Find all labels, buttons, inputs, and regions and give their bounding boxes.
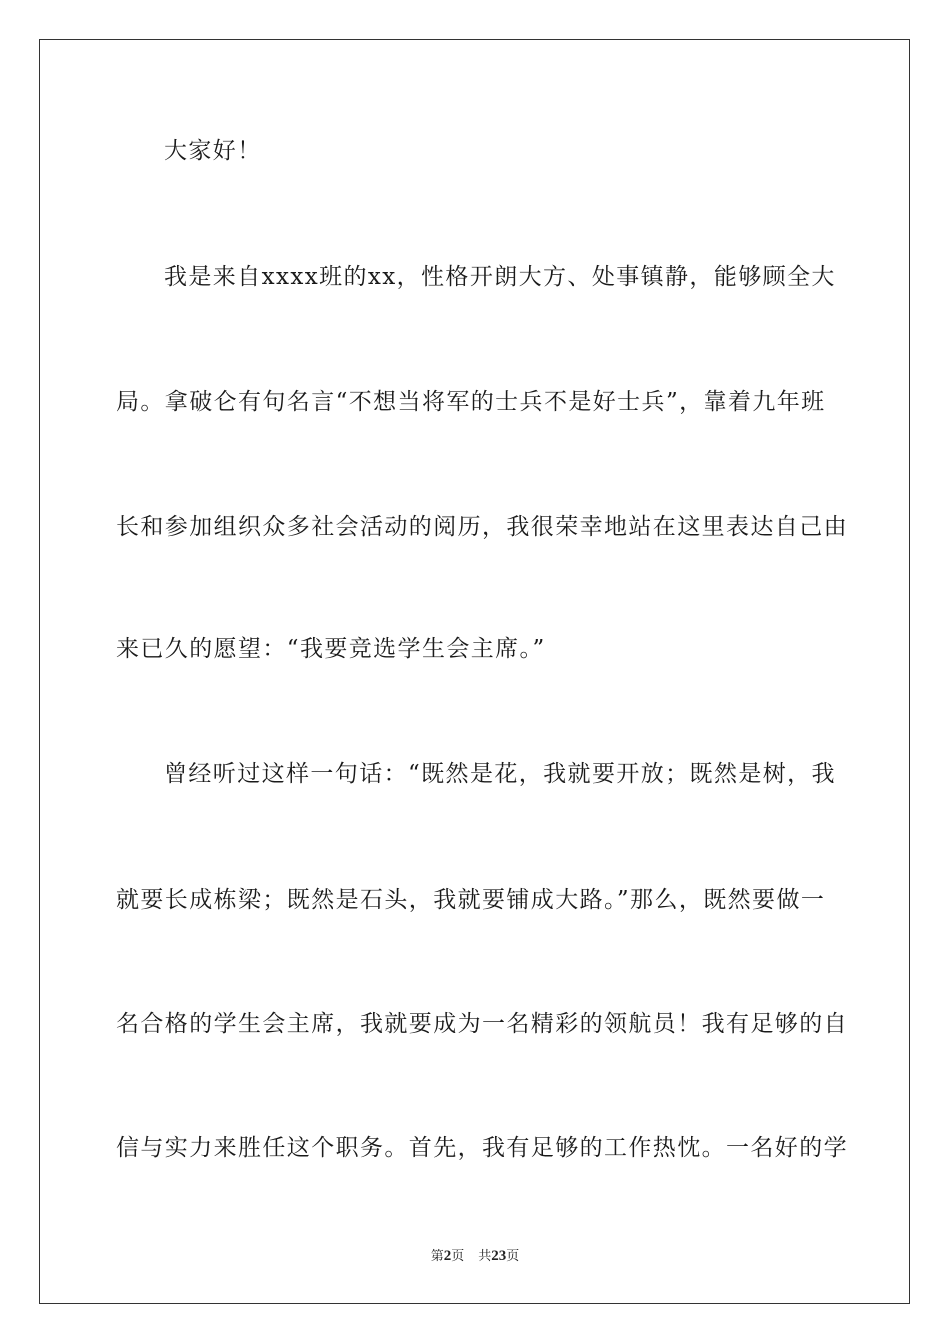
page-footer: [0, 1247, 950, 1266]
paragraph-1-line-4: 来已久的愿望：“我要竞选学生会主席。”: [116, 636, 546, 662]
paragraph-1-line-2: 局。拿破仑有句名言“不想当将军的士兵不是好士兵”，靠着九年班: [116, 389, 826, 415]
paragraph-2-line-3: 名合格的学生会主席，我就要成为一名精彩的领航员！我有足够的自: [116, 1011, 848, 1037]
page-number: 2: [443, 1248, 452, 1264]
total-suffix: 页: [506, 1249, 520, 1264]
paragraph-2-line-2: 就要长成栋梁；既然是石头，我就要铺成大路。”那么，既然要做一: [116, 887, 826, 913]
greeting-line: 大家好！: [164, 138, 262, 164]
paragraph-1-line-1: 我是来自xxxx班的xx，性格开朗大方、处事镇静，能够顾全大: [164, 264, 836, 290]
total-prefix: 共: [478, 1249, 492, 1264]
page-suffix: 页: [451, 1249, 465, 1264]
paragraph-2-line-1: 曾经听过这样一句话：“既然是花，我就要开放；既然是树，我: [164, 761, 836, 787]
paragraph-2-line-4: 信与实力来胜任这个职务。首先，我有足够的工作热忱。一名好的学: [116, 1135, 848, 1161]
paragraph-1-line-3: 长和参加组织众多社会活动的阅历，我很荣幸地站在这里表达自己由: [116, 514, 848, 540]
total-pages: 23: [491, 1248, 507, 1264]
page-prefix: 第: [430, 1249, 444, 1264]
page-border: [39, 39, 910, 1304]
